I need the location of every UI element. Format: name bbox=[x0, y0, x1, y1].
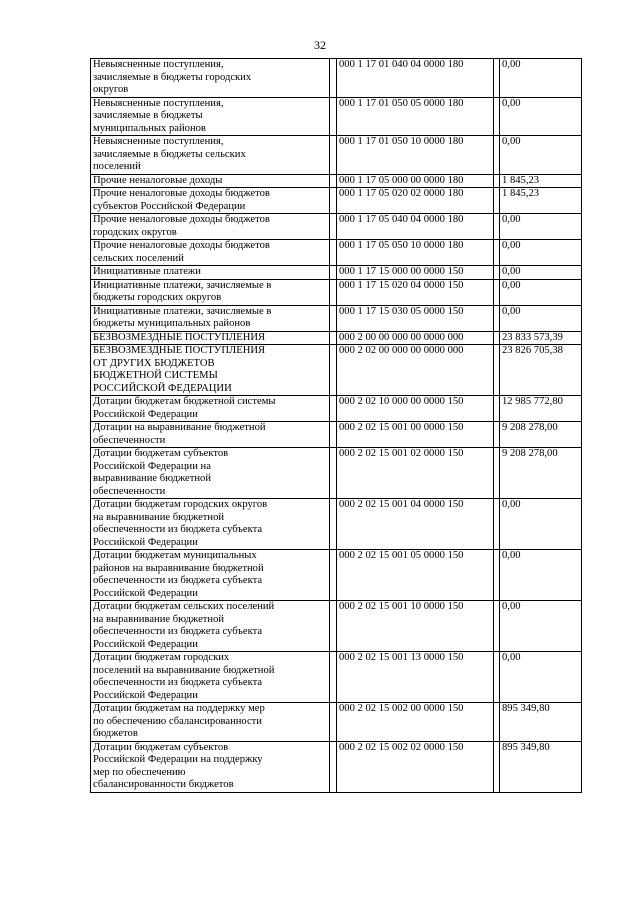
budget-code-cell: 000 1 17 15 000 00 0000 150 bbox=[337, 266, 494, 280]
income-name-cell bbox=[91, 741, 330, 792]
amount-cell: 0,00 bbox=[500, 550, 582, 601]
table-row bbox=[91, 396, 582, 422]
amount-cell: 0,00 bbox=[500, 279, 582, 305]
income-name-line: Дотации на выравнивание бюджетной bbox=[93, 422, 266, 433]
budget-code-cell: 000 1 17 15 030 05 0000 150 bbox=[337, 305, 494, 331]
table-row bbox=[91, 174, 582, 188]
income-name-line: обеспеченности из бюджета субъекта bbox=[93, 677, 263, 688]
income-name-line: Российской Федерации bbox=[93, 536, 198, 548]
income-name-line: Дотации бюджетам городских округов bbox=[93, 499, 268, 510]
income-name-line: зачисляемые в бюджеты сельских bbox=[93, 148, 246, 160]
budget-code-cell: 000 2 02 15 001 04 0000 150 bbox=[337, 499, 494, 550]
income-name-line: районов на выравнивание бюджетной bbox=[93, 562, 264, 574]
budget-code-cell: 000 2 02 15 002 02 0000 150 bbox=[337, 741, 494, 792]
income-name-cell bbox=[91, 550, 330, 601]
budget-code-cell: 000 1 17 01 050 05 0000 180 bbox=[337, 97, 494, 136]
income-name-line: по обеспечению сбалансированности bbox=[93, 715, 262, 727]
column-gap bbox=[330, 601, 337, 652]
column-gap bbox=[330, 240, 337, 266]
income-name-cell bbox=[91, 59, 330, 98]
income-name-line: на выравнивание бюджетной bbox=[93, 511, 225, 523]
income-name-line: Дотации бюджетам городских bbox=[93, 652, 230, 663]
income-name-cell bbox=[91, 97, 330, 136]
income-name-line: зачисляемые в бюджеты bbox=[93, 110, 203, 121]
amount-cell: 0,00 bbox=[500, 266, 582, 280]
column-gap bbox=[330, 345, 337, 396]
income-name-line: субъектов Российской Федерации bbox=[93, 200, 246, 212]
income-name-line: мер по обеспечению bbox=[93, 766, 186, 778]
income-name-line: Прочие неналоговые доходы бюджетов bbox=[93, 240, 270, 251]
column-gap bbox=[330, 499, 337, 550]
column-gap bbox=[330, 741, 337, 792]
table-row bbox=[91, 188, 582, 214]
amount-cell: 9 208 278,00 bbox=[500, 448, 582, 499]
page-number: 32 bbox=[314, 38, 326, 52]
amount-cell: 0,00 bbox=[500, 240, 582, 266]
income-name-line: Прочие неналоговые доходы бюджетов bbox=[93, 214, 270, 225]
income-name-line: бюджетов bbox=[93, 728, 138, 739]
income-name-cell bbox=[91, 703, 330, 742]
income-name-line: обеспеченности bbox=[93, 434, 166, 446]
amount-cell: 895 349,80 bbox=[500, 741, 582, 792]
amount-cell: 0,00 bbox=[500, 652, 582, 703]
income-name-line: ОТ ДРУГИХ БЮДЖЕТОВ bbox=[93, 357, 215, 369]
income-name-line: сбалансированности бюджетов bbox=[93, 779, 234, 790]
amount-cell: 12 985 772,80 bbox=[500, 396, 582, 422]
budget-code-cell: 000 2 02 10 000 00 0000 150 bbox=[337, 396, 494, 422]
income-name-line: Невыясненные поступления, bbox=[93, 59, 224, 70]
column-gap bbox=[330, 550, 337, 601]
income-name-line: Прочие неналоговые доходы bbox=[93, 174, 223, 186]
amount-cell: 0,00 bbox=[500, 97, 582, 136]
income-name-line: Прочие неналоговые доходы бюджетов bbox=[93, 188, 270, 199]
table-row bbox=[91, 422, 582, 448]
table-row bbox=[91, 240, 582, 266]
income-name-line: Российской Федерации на поддержку bbox=[93, 754, 263, 765]
table-row bbox=[91, 266, 582, 280]
income-name-line: Дотации бюджетам муниципальных bbox=[93, 550, 257, 561]
income-name-line: обеспеченности из бюджета субъекта bbox=[93, 575, 263, 586]
amount-cell: 23 826 705,38 bbox=[500, 345, 582, 396]
income-name-line: сельских поселений bbox=[93, 252, 184, 264]
income-name-cell bbox=[91, 331, 330, 345]
income-name-line: Дотации бюджетам сельских поселений bbox=[93, 601, 275, 612]
income-name-line: Российской Федерации bbox=[93, 408, 198, 420]
income-name-cell bbox=[91, 422, 330, 448]
budget-code-cell: 000 1 17 15 020 04 0000 150 bbox=[337, 279, 494, 305]
income-name-line: БЕЗВОЗМЕЗДНЫЕ ПОСТУПЛЕНИЯ bbox=[93, 331, 266, 343]
table-row bbox=[91, 448, 582, 499]
amount-cell: 0,00 bbox=[500, 305, 582, 331]
column-gap bbox=[330, 396, 337, 422]
column-gap bbox=[330, 703, 337, 742]
budget-code-cell: 000 2 02 15 001 05 0000 150 bbox=[337, 550, 494, 601]
income-name-line: Российской Федерации на bbox=[93, 460, 211, 472]
column-gap bbox=[330, 59, 337, 98]
table-row bbox=[91, 59, 582, 98]
amount-cell: 895 349,80 bbox=[500, 703, 582, 742]
income-name-line: Инициативные платежи, зачисляемые в bbox=[93, 279, 272, 291]
amount-cell: 9 208 278,00 bbox=[500, 422, 582, 448]
income-name-line: выравнивание бюджетной bbox=[93, 473, 212, 484]
budget-code-cell: 000 2 00 00 000 00 0000 000 bbox=[337, 331, 494, 345]
income-name-line: Российской Федерации bbox=[93, 689, 198, 701]
income-name-line: БЮДЖЕТНОЙ СИСТЕМЫ bbox=[93, 370, 218, 381]
income-name-line: на выравнивание бюджетной bbox=[93, 613, 225, 625]
budget-code-cell: 000 1 17 05 000 00 0000 180 bbox=[337, 174, 494, 188]
column-gap bbox=[330, 136, 337, 175]
income-name-line: поселений bbox=[93, 161, 141, 172]
income-name-cell bbox=[91, 266, 330, 280]
budget-code-cell: 000 2 02 15 001 13 0000 150 bbox=[337, 652, 494, 703]
income-name-line: бюджеты городских округов bbox=[93, 292, 222, 303]
income-name-cell bbox=[91, 499, 330, 550]
budget-code-cell: 000 1 17 05 020 02 0000 180 bbox=[337, 188, 494, 214]
column-gap bbox=[330, 214, 337, 240]
amount-cell: 0,00 bbox=[500, 59, 582, 98]
income-name-cell bbox=[91, 279, 330, 305]
table-row bbox=[91, 345, 582, 396]
income-name-line: Российской Федерации bbox=[93, 587, 198, 599]
income-name-line: Российской Федерации bbox=[93, 638, 198, 650]
income-name-cell bbox=[91, 240, 330, 266]
income-name-line: Дотации бюджетам субъектов bbox=[93, 741, 229, 753]
income-name-line: Невыясненные поступления, bbox=[93, 136, 224, 147]
income-name-line: БЕЗВОЗМЕЗДНЫЕ ПОСТУПЛЕНИЯ bbox=[93, 345, 266, 356]
column-gap bbox=[330, 331, 337, 345]
income-name-cell bbox=[91, 601, 330, 652]
income-name-cell bbox=[91, 136, 330, 175]
column-gap bbox=[330, 448, 337, 499]
income-name-cell bbox=[91, 188, 330, 214]
table-row bbox=[91, 136, 582, 175]
income-name-line: Инициативные платежи bbox=[93, 266, 201, 277]
amount-cell: 1 845,23 bbox=[500, 174, 582, 188]
column-gap bbox=[330, 174, 337, 188]
income-name-line: бюджеты муниципальных районов bbox=[93, 318, 251, 329]
table-row bbox=[91, 214, 582, 240]
income-name-line: поселений на выравнивание бюджетной bbox=[93, 664, 275, 676]
amount-cell: 0,00 bbox=[500, 214, 582, 240]
amount-cell: 1 845,23 bbox=[500, 188, 582, 214]
income-name-line: Дотации бюджетам бюджетной системы bbox=[93, 396, 276, 407]
table-row bbox=[91, 652, 582, 703]
income-name-line: Инициативные платежи, зачисляемые в bbox=[93, 305, 272, 317]
amount-cell: 0,00 bbox=[500, 136, 582, 175]
table-row bbox=[91, 279, 582, 305]
income-name-line: округов bbox=[93, 84, 129, 95]
income-name-cell bbox=[91, 345, 330, 396]
amount-cell: 0,00 bbox=[500, 601, 582, 652]
column-gap bbox=[330, 305, 337, 331]
income-name-line: муниципальных районов bbox=[93, 122, 206, 134]
income-name-line: Дотации бюджетам на поддержку мер bbox=[93, 703, 265, 714]
budget-revenue-table bbox=[90, 58, 582, 793]
table-row bbox=[91, 550, 582, 601]
column-gap bbox=[330, 266, 337, 280]
budget-code-cell: 000 1 17 01 040 04 0000 180 bbox=[337, 59, 494, 98]
table-row bbox=[91, 97, 582, 136]
income-name-line: РОССИЙСКОЙ ФЕДЕРАЦИИ bbox=[93, 382, 232, 394]
column-gap bbox=[330, 97, 337, 136]
income-name-cell bbox=[91, 174, 330, 188]
income-name-line: обеспеченности из бюджета субъекта bbox=[93, 524, 263, 535]
table-body bbox=[91, 59, 582, 793]
table-row bbox=[91, 305, 582, 331]
table-row bbox=[91, 499, 582, 550]
income-name-cell bbox=[91, 214, 330, 240]
budget-code-cell: 000 1 17 05 050 10 0000 180 bbox=[337, 240, 494, 266]
budget-code-cell: 000 2 02 15 001 00 0000 150 bbox=[337, 422, 494, 448]
income-name-line: зачисляемые в бюджеты городских bbox=[93, 71, 252, 83]
table-row bbox=[91, 331, 582, 345]
income-name-line: обеспеченности из бюджета субъекта bbox=[93, 626, 263, 637]
budget-code-cell: 000 2 02 15 001 02 0000 150 bbox=[337, 448, 494, 499]
column-gap bbox=[330, 422, 337, 448]
income-name-line: Невыясненные поступления, bbox=[93, 97, 224, 109]
income-name-cell bbox=[91, 396, 330, 422]
table-row bbox=[91, 601, 582, 652]
income-name-cell bbox=[91, 652, 330, 703]
budget-code-cell: 000 2 02 15 001 10 0000 150 bbox=[337, 601, 494, 652]
amount-cell: 23 833 573,39 bbox=[500, 331, 582, 345]
budget-code-cell: 000 2 02 00 000 00 0000 000 bbox=[337, 345, 494, 396]
budget-code-cell: 000 1 17 05 040 04 0000 180 bbox=[337, 214, 494, 240]
income-name-cell bbox=[91, 448, 330, 499]
income-name-line: городских округов bbox=[93, 226, 177, 238]
column-gap bbox=[330, 279, 337, 305]
income-name-line: обеспеченности bbox=[93, 485, 166, 497]
column-gap bbox=[330, 188, 337, 214]
amount-cell: 0,00 bbox=[500, 499, 582, 550]
income-name-line: Дотации бюджетам субъектов bbox=[93, 448, 229, 459]
column-gap bbox=[330, 652, 337, 703]
budget-code-cell: 000 2 02 15 002 00 0000 150 bbox=[337, 703, 494, 742]
budget-code-cell: 000 1 17 01 050 10 0000 180 bbox=[337, 136, 494, 175]
table-row bbox=[91, 741, 582, 792]
table-row bbox=[91, 703, 582, 742]
income-name-cell bbox=[91, 305, 330, 331]
